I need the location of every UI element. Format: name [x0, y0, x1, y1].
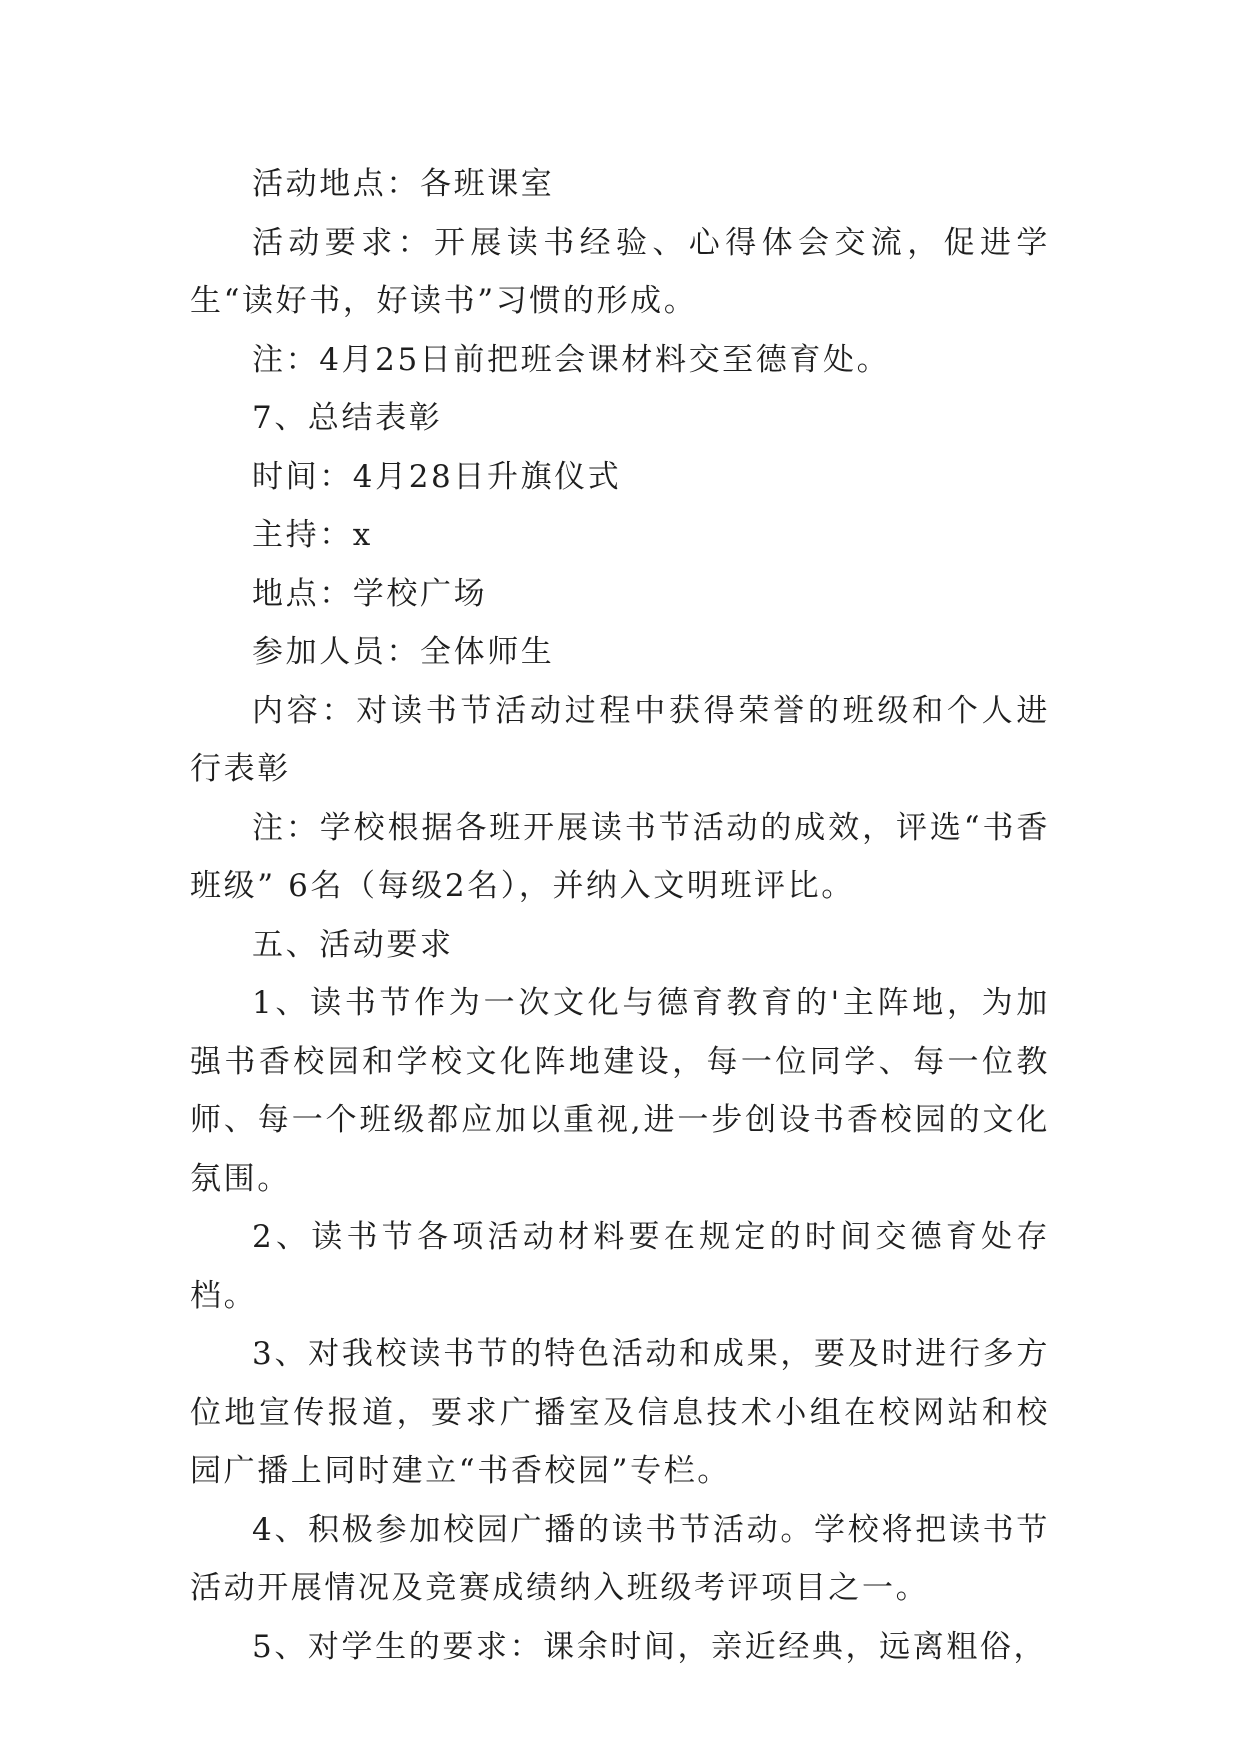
paragraph-section-7-heading: 7、总结表彰: [252, 400, 443, 436]
paragraph-note-deadline: 注：4月25日前把班会课材料交至德育处。: [252, 341, 891, 378]
paragraph-item-5: 5、对学生的要求：课余时间，亲近经典，远离粗俗，: [252, 1628, 1048, 1665]
paragraph-place: 地点：学校广场: [252, 575, 488, 612]
paragraph-item-1: 1、读书节作为一次文化与德育教育的'主阵地，为加强书香校园和学校文化阵地建设，每一位同学、每一位教师、每一个班级都应加以重视,进一步创设书香校园的文化氛围。: [190, 985, 1050, 1197]
paragraph-requirements: 活动要求：开展读书经验、心得体会交流，促进学生“读好书，好读书”习惯的形成。: [190, 224, 1050, 319]
paragraph-item-3: 3、对我校读书节的特色活动和成果，要及时进行多方位地宣传报道，要求广播室及信息技术小组在校网站和校园广播上同时建立“书香校园”专栏。: [190, 1336, 1050, 1489]
paragraph-participants: 参加人员：全体师生: [252, 634, 555, 670]
paragraph-time: 时间：4月28日升旗仪式: [252, 458, 622, 495]
paragraph-host: 主持：x: [252, 517, 373, 553]
paragraph-section-5-heading: 五、活动要求: [252, 926, 454, 963]
document-body: [190, 155, 1050, 1676]
paragraph-item-2: 2、读书节各项活动材料要在规定的时间交德育处存档。: [190, 1219, 1050, 1314]
paragraph-location: 活动地点：各班课室: [252, 166, 555, 202]
paragraph-note-selection: 注：学校根据各班开展读书节活动的成效，评选“书香班级” 6名（每级2名），并纳入文明班评比。: [190, 809, 1050, 904]
paragraph-content: 内容：对读书节活动过程中获得荣誉的班级和个人进行表彰: [190, 692, 1050, 787]
paragraph-item-4: 4、积极参加校园广播的读书节活动。学校将把读书节活动开展情况及竞赛成绩纳入班级考评项目之一。: [190, 1511, 1050, 1606]
